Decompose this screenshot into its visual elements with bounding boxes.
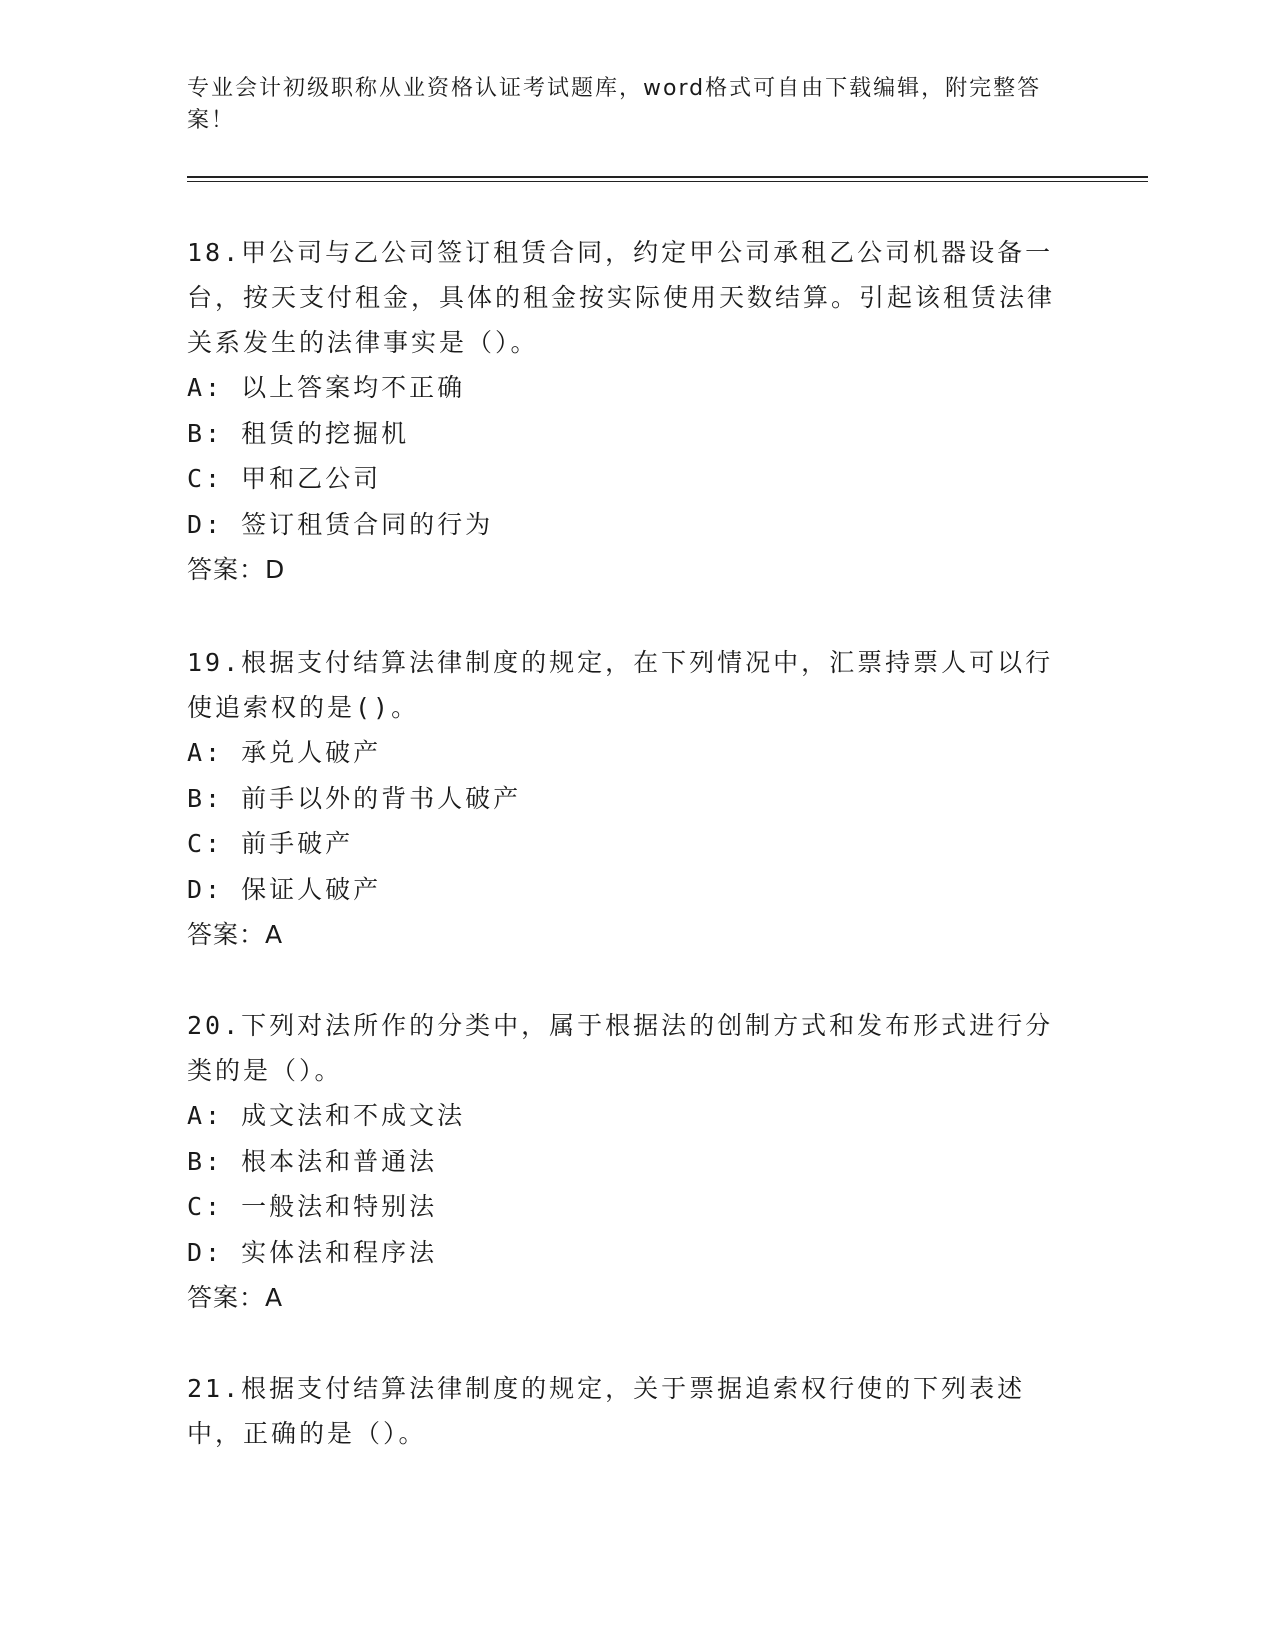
option-c: C: 甲和乙公司 [187, 464, 382, 493]
question-20 [187, 1003, 1067, 1320]
option-b: B: 前手以外的背书人破产 [187, 783, 522, 813]
option-d: D: 实体法和程序法 [187, 1237, 438, 1267]
option-b: B: 根本法和普通法 [187, 1146, 438, 1176]
question-21 [187, 1366, 1067, 1456]
option-b: B: 租赁的挖掘机 [187, 418, 410, 448]
question-stem: 18.甲公司与乙公司签订租赁合同，约定甲公司承租乙公司机器设备一台，按天支付租金，具体的租金按实际使用天数结算。引起该租赁法律关系发生的法律事实是（）。 [187, 238, 1056, 357]
answer-line: 答案：A [187, 920, 284, 949]
option-d: D: 签订租赁合同的行为 [187, 509, 494, 539]
question-stem: 20.下列对法所作的分类中，属于根据法的创制方式和发布形式进行分类的是（）。 [187, 1011, 1054, 1085]
option-a: A: 成文法和不成文法 [187, 1101, 466, 1130]
question-stem: 21.根据支付结算法律制度的规定，关于票据追索权行使的下列表述中，正确的是（）。 [187, 1374, 1026, 1448]
question-18 [187, 230, 1067, 592]
page-header-text: 专业会计初级职称从业资格认证考试题库，word格式可自由下载编辑，附完整答案！ [187, 76, 1042, 133]
option-d: D: 保证人破产 [187, 874, 382, 904]
question-stem: 19.根据支付结算法律制度的规定，在下列情况中，汇票持票人可以行使追索权的是()。 [187, 648, 1054, 722]
option-a: A: 以上答案均不正确 [187, 373, 466, 402]
answer-line: 答案：D [187, 555, 286, 584]
header-divider-thin [187, 181, 1148, 182]
option-c: C: 前手破产 [187, 829, 354, 858]
option-a: A: 承兑人破产 [187, 738, 382, 767]
question-19 [187, 640, 1067, 957]
option-c: C: 一般法和特别法 [187, 1192, 438, 1221]
header-divider-thick [187, 176, 1148, 178]
answer-line: 答案：A [187, 1283, 284, 1312]
